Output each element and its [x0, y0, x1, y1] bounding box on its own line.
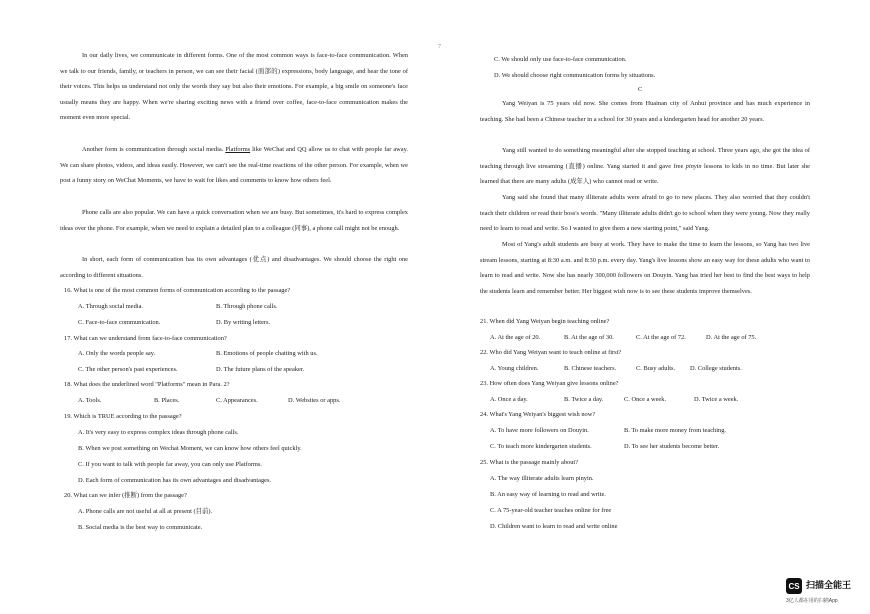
q17-option-d: D. The future plans of the speaker.	[216, 366, 305, 373]
q20-option-b: B. Social media is the best way to communicate.	[78, 524, 203, 531]
q20-option-a: A. Phone calls are not useful at all at present (目前).	[78, 508, 213, 515]
q19-option-d: D. Each form of communication has its own advantages and disadvantages.	[78, 477, 272, 484]
question-17: 17. What can we understand from face-to-face communication?	[64, 335, 227, 342]
q19-option-c: C. If you want to talk with people far away, you can only use Platforms.	[78, 461, 262, 468]
q22-option-d: D. College students.	[690, 365, 742, 372]
passage-b-paragraph-2: Another form is communication through social media. Platforms like WeChat and QQ allow us to chat with people far away. We can share photos, videos, and ideas easily. However, we can't see the real-time reactions of the other person. For example, when we post a funny story on WeChat Moments, we have to wait for likes and comments to know how others feel.	[60, 146, 408, 185]
scanner-watermark-title: 扫描全能王	[806, 580, 852, 590]
q25-option-d: D. Children want to learn to read and write online	[490, 523, 618, 530]
q24-option-d: D. To see her students become better.	[624, 443, 720, 450]
question-20: 20. What can we infer (推断) from the passage?	[64, 492, 187, 499]
q25-option-c: C. A 75-year-old teacher teaches online for free	[490, 507, 612, 514]
passage-c-paragraph-2: Yang still wanted to do something meaningful after she stopped teaching at school. Three years ago, she got the idea of teaching through live streaming (直播) online. Yang started it and gave free pinyin lessons to kids in no time. But later she learned that there are many adults (成年人) who cannot read or write.	[480, 147, 810, 186]
q25-option-b: B. An easy way of learning to read and write.	[490, 491, 606, 498]
q25-option-a: A. The way illiterate adults learn pinyin.	[490, 475, 594, 482]
underlined-word-platforms: Platforms	[225, 146, 251, 153]
q17-option-c: C. The other person's past experiences.	[78, 366, 178, 373]
passage-c-paragraph-3: Yang said she found that many illiterate adults were afraid to go to new places. They also worried that they couldn't teach their children or read their boss's words. "Many illiterate adults didn't go to school when they were young. Now they really need to learn to read and write. So I wanted to give them a new starting point," said Yang.	[480, 194, 810, 233]
q24-option-c: C. To teach more kindergarten students.	[490, 443, 592, 450]
q16-option-b: B. Through phone calls.	[216, 303, 278, 310]
section-heading-c: C	[638, 86, 643, 93]
q24-option-a: A. To have more followers on Douyin.	[490, 427, 589, 434]
q16-option-c: C. Face-to-face communication.	[78, 319, 161, 326]
question-24: 24. What's Yang Weiyan's biggest wish now?	[480, 411, 596, 418]
question-25: 25. What is the passage mainly about?	[480, 459, 579, 466]
passage-b-paragraph-3: Phone calls are also popular. We can have a quick conversation when we are busy. But sometimes, it's hard to express complex ideas over the phone. For example, when we need to explain a detailed plan to a colleague (同事), a phone call might not be enough.	[60, 209, 408, 232]
q22-option-a: A. Young children.	[490, 365, 539, 372]
camscanner-logo-icon: CS	[786, 578, 802, 594]
q18-option-b: B. Places.	[154, 397, 180, 404]
q22-option-c: C. Busy adults.	[636, 365, 676, 372]
q23-option-b: B. Twice a day.	[564, 396, 604, 403]
question-18: 18. What does the underlined word "Platforms" mean in Para. 2?	[64, 381, 230, 388]
q19-option-a: A. It's very easy to express complex ideas through phone calls.	[78, 429, 239, 436]
q16-option-a: A. Through social media.	[78, 303, 144, 310]
question-23: 23. How often does Yang Weiyan give lessons online?	[480, 380, 619, 387]
question-22: 22. Who did Yang Weiyan want to teach online at first?	[480, 349, 622, 356]
q21-option-d: D. At the age of 75.	[706, 334, 757, 341]
q18-option-c: C. Appearances.	[216, 397, 258, 404]
q18-option-a: A. Tools.	[78, 397, 102, 404]
passage-b-paragraph-1: In our daily lives, we communicate in different forms. One of the most common ways is face-to-face communication. When we talk to our friends, family, or teachers in person, we can see their facial (面部的) expressions, body language, and hear the tone of their voices. This helps us understand not only the words they say but also their emotions. For example, a big smile on someone's face usually means they are happy. When we're sharing exciting news with a friend over coffee, face-to-face communication makes the moment even more special.	[60, 52, 408, 122]
q20-option-c: C. We should only use face-to-face communication.	[494, 56, 627, 63]
q17-option-b: B. Emotions of people chatting with us.	[216, 350, 318, 357]
question-21: 21. When did Yang Weiyan begin teaching online?	[480, 318, 610, 325]
question-19: 19. Which is TRUE according to the passage?	[64, 413, 182, 420]
q21-option-a: A. At the age of 20.	[490, 334, 541, 341]
q23-option-c: C. Once a week.	[624, 396, 667, 403]
q21-option-b: B. At the age of 30.	[564, 334, 614, 341]
page-mark: 7	[438, 44, 441, 50]
passage-b-paragraph-4: In short, each form of communication has its own advantages (优点) and disadvantages. We should choose the right one according to different situations.	[60, 256, 408, 279]
q19-option-b: B. When we post something on Wechat Moment, we can know how others feel quickly.	[78, 445, 302, 452]
q23-option-d: D. Twice a week.	[694, 396, 739, 403]
q16-option-d: D. By writing letters.	[216, 319, 271, 326]
q23-option-a: A. Once a day.	[490, 396, 528, 403]
q17-option-a: A. Only the words people say.	[78, 350, 156, 357]
q22-option-b: B. Chinese teachers.	[564, 365, 617, 372]
q24-option-b: B. To make more money from teaching.	[624, 427, 727, 434]
passage-c-paragraph-1: Yang Weiyan is 75 years old now. She comes from Huainan city of Anhui province and has much experience in teaching. She had been a Chinese teacher in a school for 30 years and a kindergarten head for another 20 years.	[480, 100, 810, 123]
q21-option-c: C. At the age of 72.	[636, 334, 686, 341]
q20-option-d: D. We should choose right communication forms by situations.	[494, 72, 656, 79]
q18-option-d: D. Websites or apps.	[288, 397, 341, 404]
question-16: 16. What is one of the most common forms of communication according to the passage?	[64, 287, 291, 294]
scanner-watermark-subtitle: 3亿人都在用的扫描App	[786, 598, 838, 604]
passage-c-paragraph-4: Most of Yang's adult students are busy at work. They have to make the time to learn the lessons, so Yang has two live stream lessons, starting at 8:30 a.m. and 8:30 p.m. every day. Yang's live lessons show an easy way for these adults who want to learn to read and write. Now she has nearly 300,000 followers on Douyin. Yang has tried her best to find the best ways to help the students learn and remember better. Her biggest wish now is to see these students improve themselves.	[480, 241, 810, 295]
